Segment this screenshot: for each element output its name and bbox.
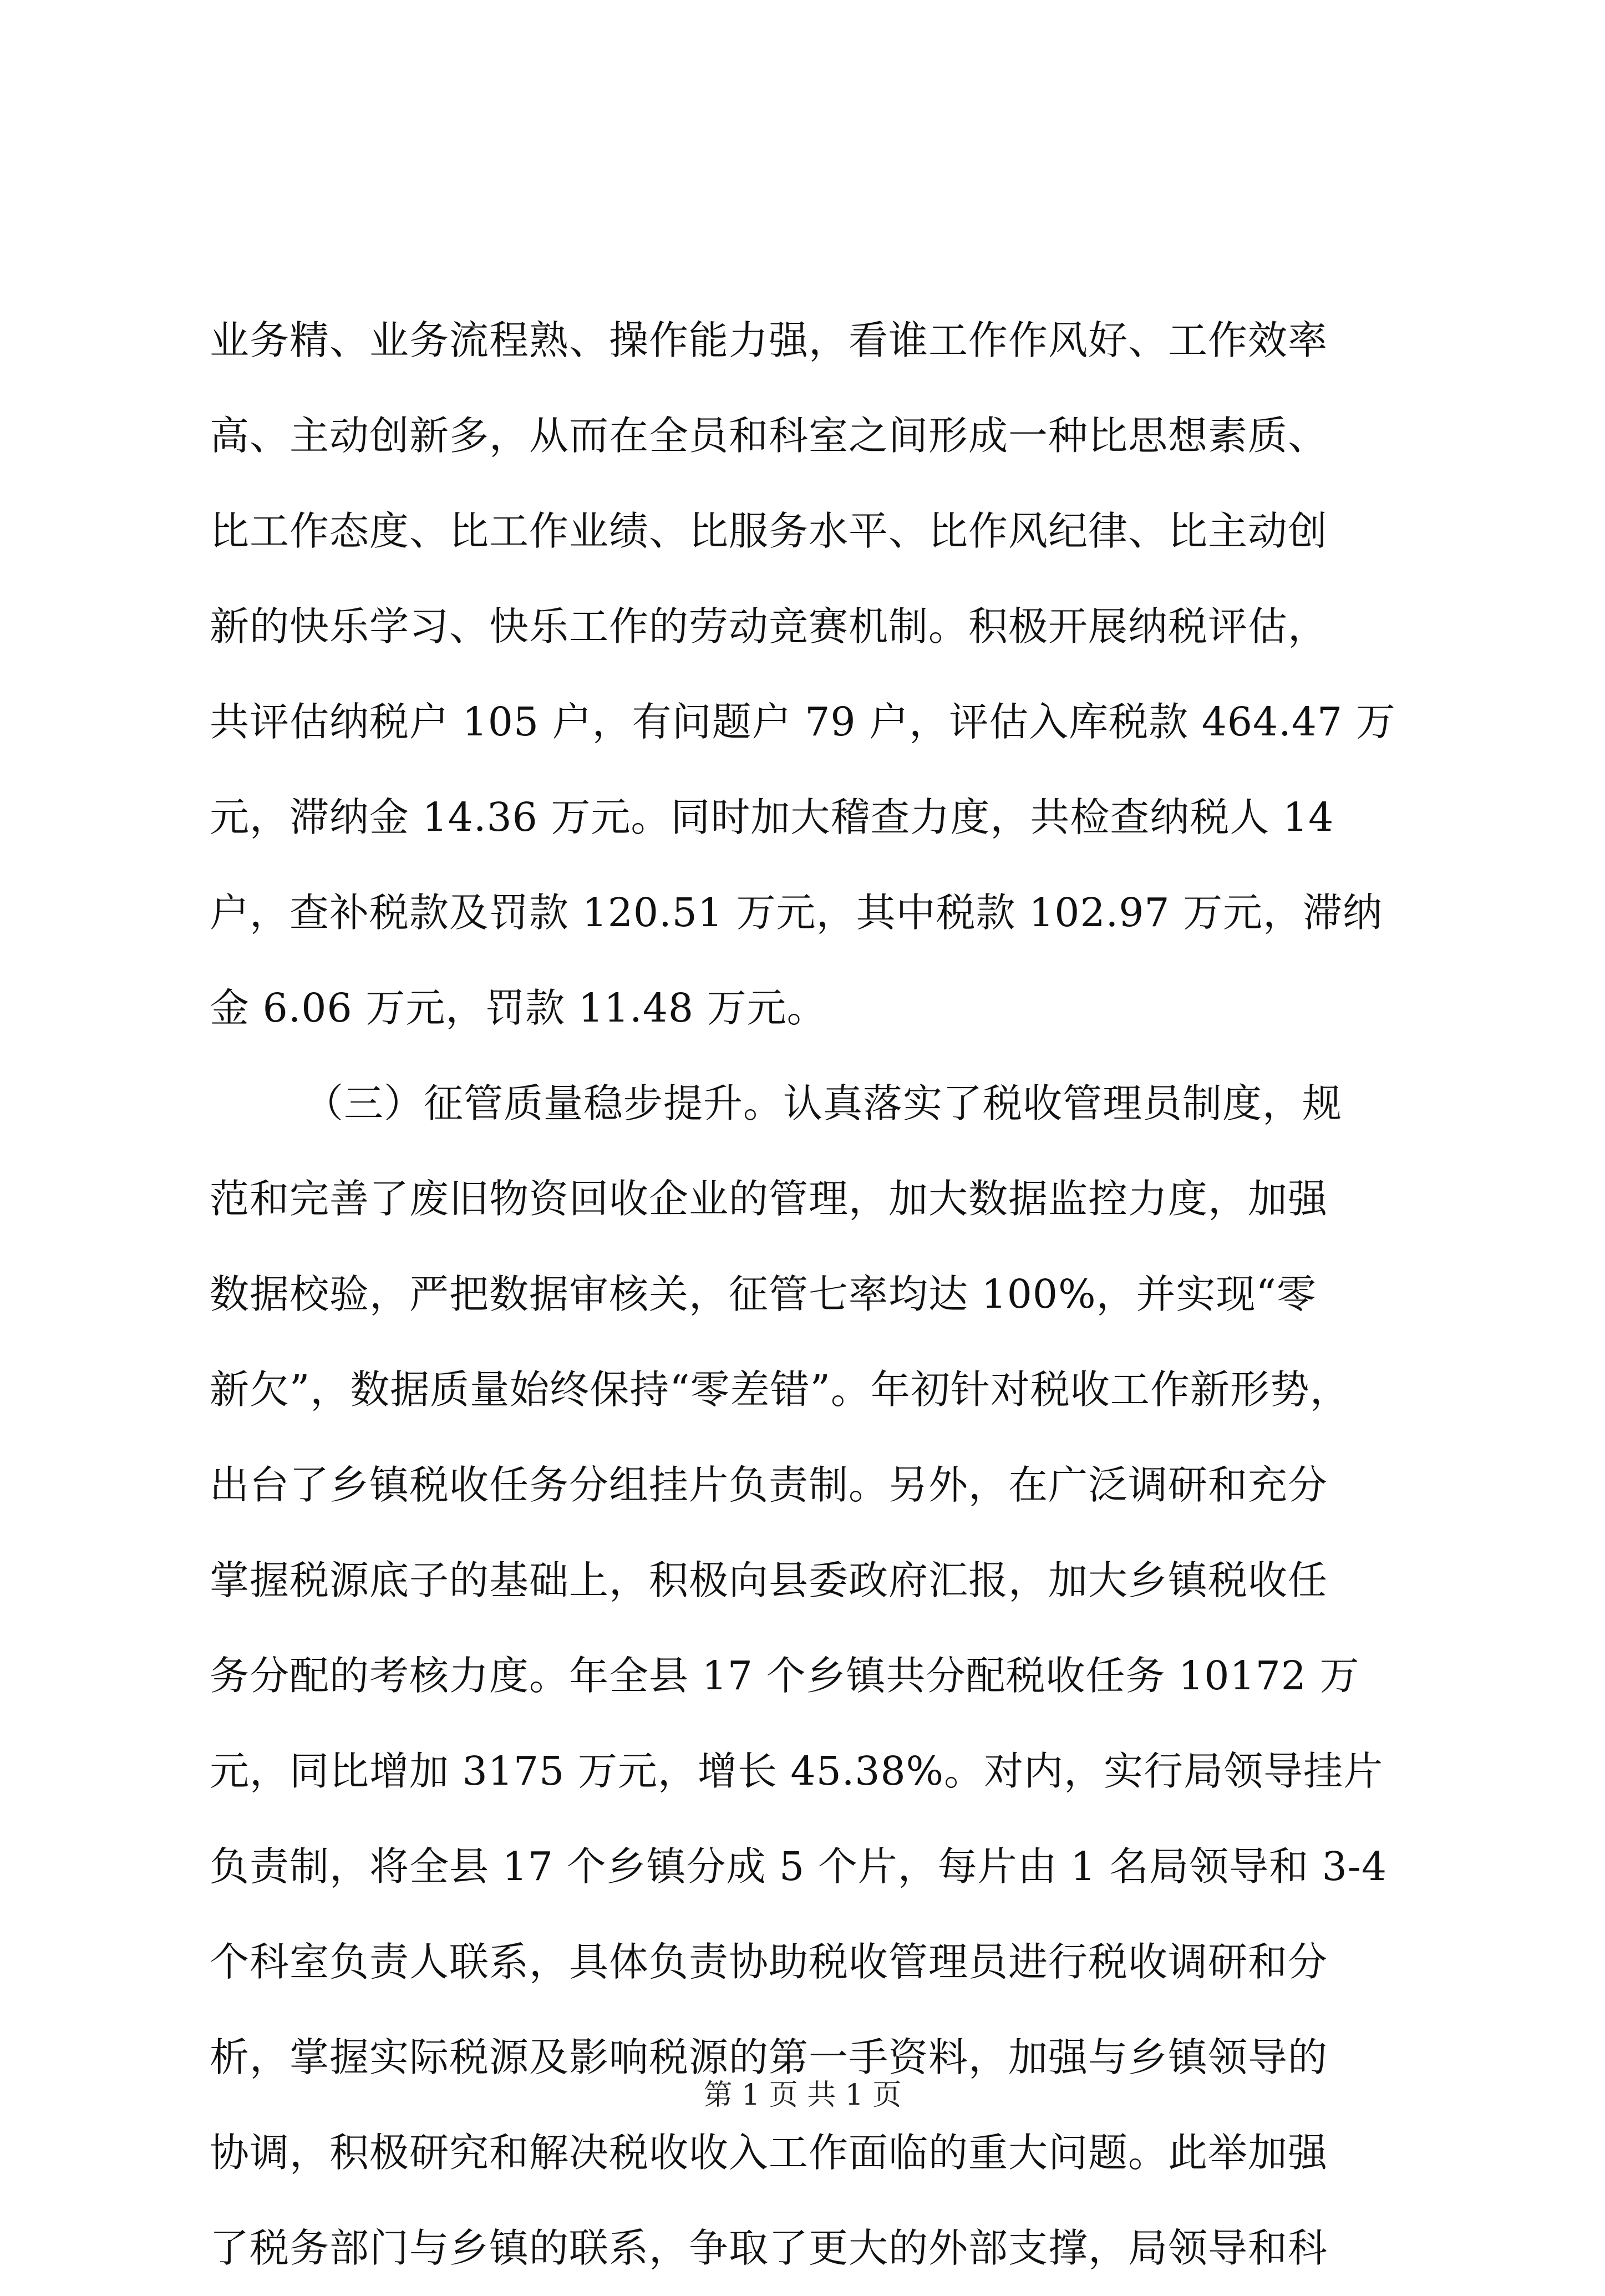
text-line: 数据校验，严把数据审核关，征管七率均达 100%，并实现“零 <box>210 1271 1317 1317</box>
text-line: 析，掌握实际税源及影响税源的第一手资料，加强与乡镇领导的 <box>210 2034 1328 2080</box>
text-line: 出台了乡镇税收任务分组挂片负责制。另外，在广泛调研和充分 <box>210 1462 1328 1508</box>
page-footer: 第 1 页 共 1 页 <box>703 2079 902 2112</box>
text-line: 元，滞纳金 14.36 万元。同时加大稽查力度，共检查纳税人 14 <box>210 794 1334 840</box>
text-line: 共评估纳税户 105 户，有问题户 79 户，评估入库税款 464.47 万 <box>210 699 1396 745</box>
section-heading-line: （三）征管质量稳步提升。认真落实了税收管理员制度，规 <box>304 1080 1343 1126</box>
text-line: 新欠”，数据质量始终保持“零差错”。年初针对税收工作新形势， <box>210 1367 1350 1413</box>
text-line: 负责制，将全县 17 个乡镇分成 5 个片，每片由 1 名局领导和 3-4 <box>210 1843 1388 1889</box>
text-line: 业务精、业务流程熟、操作能力强，看谁工作作风好、工作效率 <box>210 317 1328 363</box>
text-line: 个科室负责人联系，具体负责协助税收管理员进行税收调研和分 <box>210 1939 1328 1985</box>
text-line: 掌握税源底子的基础上，积极向县委政府汇报，加大乡镇税收任 <box>210 1557 1328 1603</box>
text-line: 务分配的考核力度。年全县 17 个乡镇共分配税收任务 10172 万 <box>210 1653 1360 1699</box>
text-line: 元，同比增加 3175 万元，增长 45.38%。对内，实行局领导挂片 <box>210 1748 1384 1794</box>
text-line: 范和完善了废旧物资回收企业的管理，加大数据监控力度，加强 <box>210 1176 1328 1222</box>
text-line: 新的快乐学习、快乐工作的劳动竞赛机制。积极开展纳税评估， <box>210 603 1328 649</box>
text-line: 金 6.06 万元，罚款 11.48 万元。 <box>210 985 827 1031</box>
text-line: 户，查补税款及罚款 120.51 万元，其中税款 102.97 万元，滞纳 <box>210 890 1383 936</box>
text-line: 高、主动创新多，从而在全员和科室之间形成一种比思想素质、 <box>210 413 1328 459</box>
body-text <box>210 293 1408 2296</box>
text-line: 了税务部门与乡镇的联系，争取了更大的外部支撑，局领导和科 <box>210 2225 1328 2271</box>
text-line: 协调，积极研究和解决税收收入工作面临的重大问题。此举加强 <box>210 2130 1328 2176</box>
text-line: 比工作态度、比工作业绩、比服务水平、比作风纪律、比主动创 <box>210 508 1328 554</box>
